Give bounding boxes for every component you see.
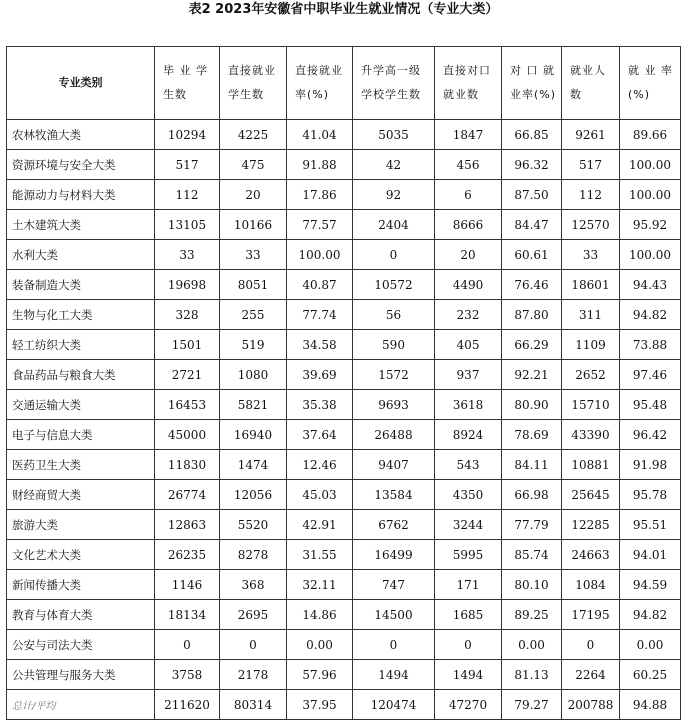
cell-category: 文化艺术大类 (7, 540, 155, 570)
cell-employment-rate: 94.43 (620, 270, 681, 300)
table-row (7, 660, 681, 690)
cell-further-study: 1494 (353, 660, 435, 690)
cell-direct-employed: 255 (220, 300, 287, 330)
cell-further-study: 747 (353, 570, 435, 600)
cell-matched-rate: 87.50 (502, 180, 562, 210)
cell-matched-rate: 81.13 (502, 660, 562, 690)
cell-graduates: 19698 (155, 270, 220, 300)
cell-category: 公共管理与服务大类 (7, 660, 155, 690)
cell-category: 土木建筑大类 (7, 210, 155, 240)
employment-table (6, 46, 681, 720)
cell-direct-rate: 34.58 (287, 330, 353, 360)
cell-employed: 25645 (562, 480, 620, 510)
cell-graduates: 11830 (155, 450, 220, 480)
header-matched-employed: 直接对口 就业数 (435, 47, 502, 120)
header-employed: 就业人 数 (562, 47, 620, 120)
cell-employed: 0 (562, 630, 620, 660)
cell-graduates: 0 (155, 630, 220, 660)
cell-matched-rate: 0.00 (502, 630, 562, 660)
cell-direct-employed: 8051 (220, 270, 287, 300)
cell-matched-rate: 78.69 (502, 420, 562, 450)
cell-graduates: 45000 (155, 420, 220, 450)
cell-direct-rate: 77.57 (287, 210, 353, 240)
cell-employed: 517 (562, 150, 620, 180)
cell-employed: 2652 (562, 360, 620, 390)
table-row (7, 240, 681, 270)
cell-employed: 10881 (562, 450, 620, 480)
cell-graduates: 517 (155, 150, 220, 180)
cell-matched-rate: 92.21 (502, 360, 562, 390)
cell-matched-employed: 171 (435, 570, 502, 600)
cell-employment-rate: 94.82 (620, 300, 681, 330)
cell-matched-employed: 47270 (435, 690, 502, 720)
cell-employment-rate: 95.78 (620, 480, 681, 510)
table-row (7, 510, 681, 540)
cell-employed: 1084 (562, 570, 620, 600)
cell-employment-rate: 94.01 (620, 540, 681, 570)
cell-matched-rate: 80.10 (502, 570, 562, 600)
cell-direct-rate: 12.46 (287, 450, 353, 480)
cell-graduates: 1501 (155, 330, 220, 360)
cell-matched-employed: 8666 (435, 210, 502, 240)
cell-direct-employed: 475 (220, 150, 287, 180)
cell-direct-employed: 4225 (220, 120, 287, 150)
header-direct-employed: 直接就业 学生数 (220, 47, 287, 120)
cell-category: 水利大类 (7, 240, 155, 270)
cell-matched-rate: 89.25 (502, 600, 562, 630)
cell-graduates: 26235 (155, 540, 220, 570)
cell-further-study: 92 (353, 180, 435, 210)
cell-graduates: 13105 (155, 210, 220, 240)
cell-direct-employed: 10166 (220, 210, 287, 240)
cell-employment-rate: 100.00 (620, 180, 681, 210)
cell-employment-rate: 60.25 (620, 660, 681, 690)
cell-direct-rate: 39.69 (287, 360, 353, 390)
cell-further-study: 13584 (353, 480, 435, 510)
table-row (7, 420, 681, 450)
cell-further-study: 1572 (353, 360, 435, 390)
cell-category: 医药卫生大类 (7, 450, 155, 480)
cell-further-study: 0 (353, 630, 435, 660)
cell-further-study: 5035 (353, 120, 435, 150)
cell-direct-employed: 80314 (220, 690, 287, 720)
cell-matched-employed: 4490 (435, 270, 502, 300)
cell-employed: 112 (562, 180, 620, 210)
table-row (7, 570, 681, 600)
cell-employment-rate: 96.42 (620, 420, 681, 450)
cell-direct-rate: 14.86 (287, 600, 353, 630)
cell-matched-employed: 456 (435, 150, 502, 180)
cell-matched-rate: 84.11 (502, 450, 562, 480)
table-title: 表2 2023年安徽省中职毕业生就业情况（专业大类） (188, 2, 499, 17)
cell-graduates: 26774 (155, 480, 220, 510)
cell-graduates: 2721 (155, 360, 220, 390)
cell-direct-employed: 12056 (220, 480, 287, 510)
cell-matched-employed: 543 (435, 450, 502, 480)
cell-matched-rate: 79.27 (502, 690, 562, 720)
cell-direct-rate: 91.88 (287, 150, 353, 180)
cell-employed: 12285 (562, 510, 620, 540)
cell-further-study: 9693 (353, 390, 435, 420)
cell-matched-rate: 77.79 (502, 510, 562, 540)
table-row (7, 390, 681, 420)
cell-direct-employed: 519 (220, 330, 287, 360)
cell-matched-rate: 80.90 (502, 390, 562, 420)
cell-matched-employed: 4350 (435, 480, 502, 510)
cell-graduates: 328 (155, 300, 220, 330)
header-category: 专业类别 (7, 47, 155, 120)
cell-employed: 24663 (562, 540, 620, 570)
cell-matched-employed: 0 (435, 630, 502, 660)
table-row (7, 480, 681, 510)
cell-matched-rate: 96.32 (502, 150, 562, 180)
cell-direct-rate: 41.04 (287, 120, 353, 150)
cell-direct-rate: 31.55 (287, 540, 353, 570)
cell-further-study: 26488 (353, 420, 435, 450)
table-row (7, 540, 681, 570)
cell-direct-rate: 32.11 (287, 570, 353, 600)
cell-category: 交通运输大类 (7, 390, 155, 420)
cell-graduates: 18134 (155, 600, 220, 630)
cell-employed: 18601 (562, 270, 620, 300)
cell-employed: 33 (562, 240, 620, 270)
cell-employment-rate: 89.66 (620, 120, 681, 150)
header-further-study: 升学高一级 学校学生数 (353, 47, 435, 120)
table-row (7, 360, 681, 390)
cell-further-study: 42 (353, 150, 435, 180)
header-direct-rate: 直接就业 率(%) (287, 47, 353, 120)
table-row (7, 450, 681, 480)
total-row (7, 690, 681, 720)
cell-direct-rate: 0.00 (287, 630, 353, 660)
cell-further-study: 56 (353, 300, 435, 330)
cell-further-study: 120474 (353, 690, 435, 720)
table-row (7, 150, 681, 180)
cell-matched-employed: 1685 (435, 600, 502, 630)
cell-employed: 2264 (562, 660, 620, 690)
cell-direct-rate: 35.38 (287, 390, 353, 420)
cell-employment-rate: 95.51 (620, 510, 681, 540)
cell-direct-employed: 8278 (220, 540, 287, 570)
cell-graduates: 33 (155, 240, 220, 270)
cell-direct-rate: 57.96 (287, 660, 353, 690)
cell-direct-employed: 5821 (220, 390, 287, 420)
table-row (7, 210, 681, 240)
header-matched-rate: 对 口 就 业率(%) (502, 47, 562, 120)
cell-graduates: 12863 (155, 510, 220, 540)
cell-category: 装备制造大类 (7, 270, 155, 300)
cell-matched-employed: 1847 (435, 120, 502, 150)
cell-direct-rate: 37.64 (287, 420, 353, 450)
table-row (7, 180, 681, 210)
cell-direct-employed: 20 (220, 180, 287, 210)
cell-employment-rate: 73.88 (620, 330, 681, 360)
cell-matched-employed: 232 (435, 300, 502, 330)
cell-further-study: 14500 (353, 600, 435, 630)
cell-direct-rate: 42.91 (287, 510, 353, 540)
cell-further-study: 2404 (353, 210, 435, 240)
cell-matched-rate: 85.74 (502, 540, 562, 570)
cell-further-study: 16499 (353, 540, 435, 570)
cell-further-study: 6762 (353, 510, 435, 540)
table-row (7, 120, 681, 150)
cell-direct-employed: 5520 (220, 510, 287, 540)
cell-employed: 12570 (562, 210, 620, 240)
cell-employment-rate: 94.59 (620, 570, 681, 600)
cell-employment-rate: 95.48 (620, 390, 681, 420)
cell-direct-rate: 100.00 (287, 240, 353, 270)
cell-category: 总计/平均 (7, 690, 155, 720)
cell-direct-rate: 40.87 (287, 270, 353, 300)
cell-graduates: 3758 (155, 660, 220, 690)
cell-graduates: 10294 (155, 120, 220, 150)
cell-category: 旅游大类 (7, 510, 155, 540)
cell-employment-rate: 0.00 (620, 630, 681, 660)
cell-employment-rate: 97.46 (620, 360, 681, 390)
cell-category: 新闻传播大类 (7, 570, 155, 600)
cell-matched-employed: 405 (435, 330, 502, 360)
cell-category: 公安与司法大类 (7, 630, 155, 660)
cell-matched-employed: 8924 (435, 420, 502, 450)
cell-direct-employed: 1474 (220, 450, 287, 480)
cell-direct-employed: 16940 (220, 420, 287, 450)
cell-direct-rate: 45.03 (287, 480, 353, 510)
cell-matched-rate: 60.61 (502, 240, 562, 270)
cell-employed: 200788 (562, 690, 620, 720)
cell-matched-employed: 1494 (435, 660, 502, 690)
cell-employed: 9261 (562, 120, 620, 150)
cell-matched-employed: 937 (435, 360, 502, 390)
cell-direct-employed: 1080 (220, 360, 287, 390)
cell-graduates: 1146 (155, 570, 220, 600)
cell-employed: 17195 (562, 600, 620, 630)
cell-matched-rate: 66.98 (502, 480, 562, 510)
cell-category: 能源动力与材料大类 (7, 180, 155, 210)
cell-further-study: 590 (353, 330, 435, 360)
cell-category: 轻工纺织大类 (7, 330, 155, 360)
cell-graduates: 211620 (155, 690, 220, 720)
cell-matched-rate: 76.46 (502, 270, 562, 300)
table-row (7, 300, 681, 330)
cell-matched-employed: 6 (435, 180, 502, 210)
cell-direct-employed: 33 (220, 240, 287, 270)
cell-further-study: 0 (353, 240, 435, 270)
cell-matched-employed: 3244 (435, 510, 502, 540)
cell-category: 财经商贸大类 (7, 480, 155, 510)
cell-employment-rate: 100.00 (620, 240, 681, 270)
cell-direct-employed: 2695 (220, 600, 287, 630)
cell-matched-employed: 20 (435, 240, 502, 270)
cell-employment-rate: 94.88 (620, 690, 681, 720)
cell-employment-rate: 95.92 (620, 210, 681, 240)
header-employment-rate: 就 业 率 (%) (620, 47, 681, 120)
cell-matched-employed: 3618 (435, 390, 502, 420)
cell-matched-rate: 84.47 (502, 210, 562, 240)
header-graduates: 毕 业 学 生数 (155, 47, 220, 120)
cell-category: 农林牧渔大类 (7, 120, 155, 150)
cell-matched-rate: 87.80 (502, 300, 562, 330)
cell-matched-rate: 66.29 (502, 330, 562, 360)
cell-employed: 15710 (562, 390, 620, 420)
table-row (7, 330, 681, 360)
cell-employed: 43390 (562, 420, 620, 450)
cell-further-study: 10572 (353, 270, 435, 300)
cell-graduates: 112 (155, 180, 220, 210)
cell-matched-employed: 5995 (435, 540, 502, 570)
cell-category: 食品药品与粮食大类 (7, 360, 155, 390)
table-body (7, 120, 681, 720)
cell-category: 教育与体育大类 (7, 600, 155, 630)
table-row (7, 270, 681, 300)
cell-employment-rate: 94.82 (620, 600, 681, 630)
cell-employed: 1109 (562, 330, 620, 360)
cell-direct-employed: 2178 (220, 660, 287, 690)
header-row (7, 47, 681, 120)
cell-category: 生物与化工大类 (7, 300, 155, 330)
cell-further-study: 9407 (353, 450, 435, 480)
cell-direct-rate: 17.86 (287, 180, 353, 210)
cell-employed: 311 (562, 300, 620, 330)
cell-direct-rate: 77.74 (287, 300, 353, 330)
cell-graduates: 16453 (155, 390, 220, 420)
cell-employment-rate: 100.00 (620, 150, 681, 180)
cell-category: 资源环境与安全大类 (7, 150, 155, 180)
cell-direct-rate: 37.95 (287, 690, 353, 720)
cell-direct-employed: 368 (220, 570, 287, 600)
cell-matched-rate: 66.85 (502, 120, 562, 150)
cell-category: 电子与信息大类 (7, 420, 155, 450)
cell-direct-employed: 0 (220, 630, 287, 660)
table-row (7, 630, 681, 660)
table-row (7, 600, 681, 630)
cell-employment-rate: 91.98 (620, 450, 681, 480)
